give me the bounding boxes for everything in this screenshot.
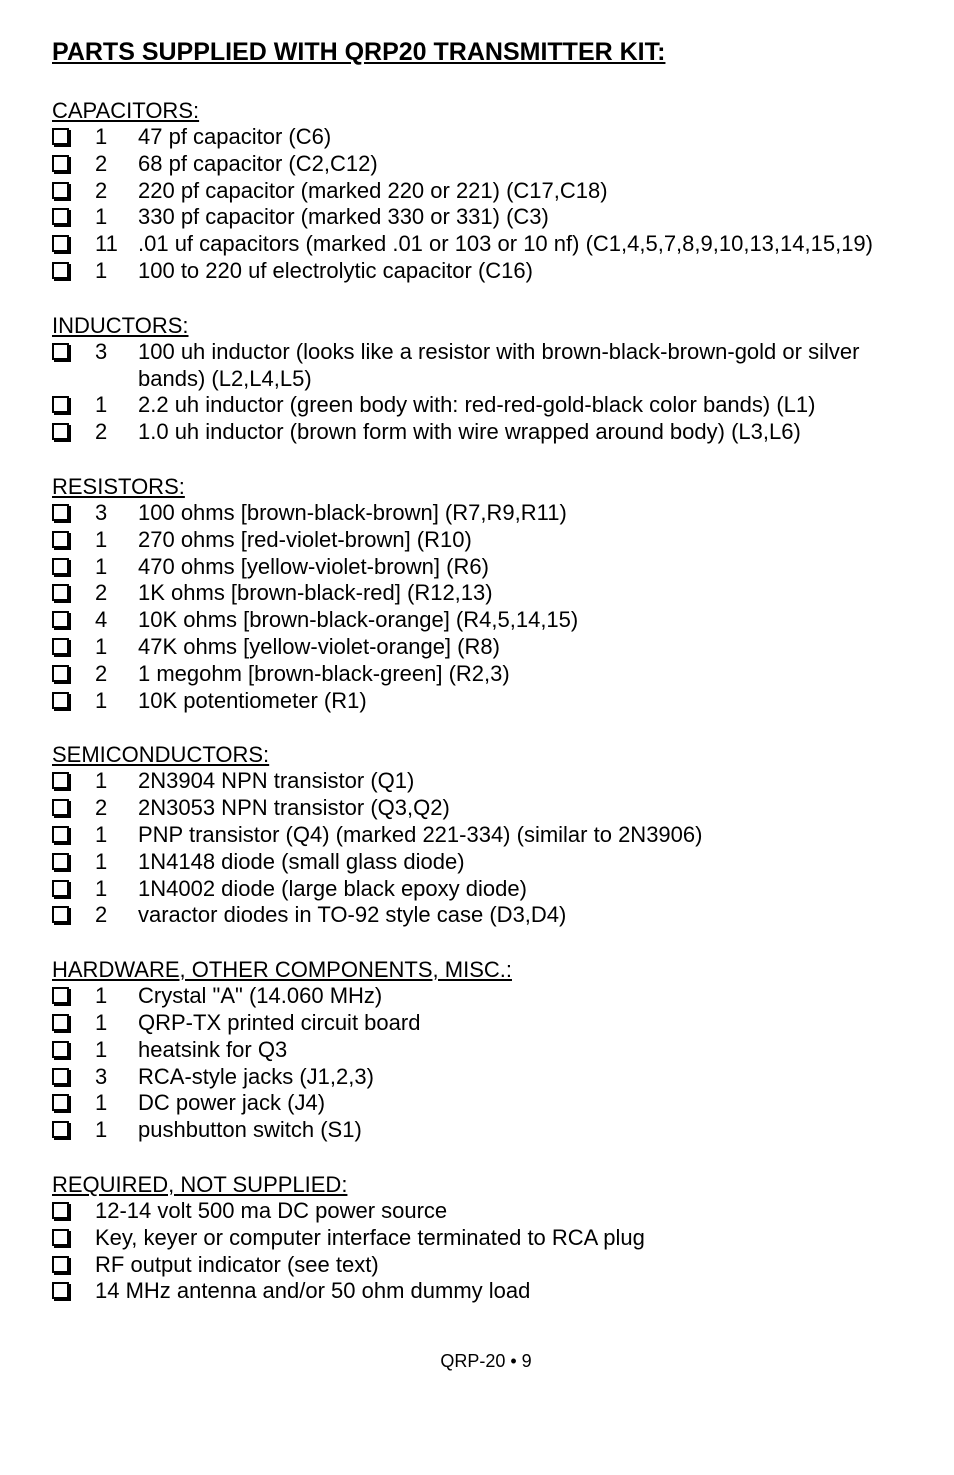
checkbox-icon[interactable] (52, 343, 69, 360)
parts-section (52, 741, 912, 929)
list-item (52, 1010, 912, 1037)
list-item (52, 1225, 912, 1252)
item-description: 270 ohms [red-violet-brown] (R10) (138, 526, 472, 552)
item-quantity: 1 (95, 848, 108, 874)
checkbox-icon[interactable] (52, 853, 69, 870)
list-item (52, 1090, 912, 1117)
checkbox-icon[interactable] (52, 1094, 69, 1111)
checkbox-icon[interactable] (52, 584, 69, 601)
sections-container (52, 97, 912, 1305)
list-item (52, 849, 912, 876)
checkbox-icon[interactable] (52, 1282, 69, 1299)
item-quantity: 1 (95, 821, 108, 847)
item-description: 1.0 uh inductor (brown form with wire wrapped around body) (L3,L6) (138, 419, 801, 445)
page-footer: QRP-20 • 9 (440, 1351, 532, 1371)
item-quantity: 1 (95, 257, 108, 283)
item-description: 100 uh inductor (looks like a resistor with brown-black-brown-gold or silver bands) (L2,L4,L5) (138, 338, 860, 391)
item-quantity: 1 (95, 553, 108, 579)
checkbox-icon[interactable] (52, 906, 69, 923)
parts-section (52, 312, 912, 446)
item-quantity: 2 (95, 660, 108, 686)
item-quantity: 2 (95, 902, 108, 928)
parts-section (52, 956, 912, 1144)
list-item (52, 634, 912, 661)
list-item (52, 902, 912, 929)
checkbox-icon[interactable] (52, 531, 69, 548)
item-quantity: 1 (95, 526, 108, 552)
item-quantity: 3 (95, 338, 108, 364)
section-heading: SEMICONDUCTORS: (52, 742, 270, 768)
checkbox-icon[interactable] (52, 423, 69, 440)
checkbox-icon[interactable] (52, 772, 69, 789)
checkbox-icon[interactable] (52, 1068, 69, 1085)
item-quantity: 1 (95, 875, 108, 901)
list-item (52, 795, 912, 822)
checkbox-icon[interactable] (52, 155, 69, 172)
list-item (52, 124, 912, 151)
parts-list-page (52, 36, 912, 1332)
item-description: 47K ohms [yellow-violet-orange] (R8) (138, 633, 500, 659)
item-description: 68 pf capacitor (C2,C12) (138, 150, 378, 176)
list-item (52, 1064, 912, 1091)
list-item (52, 768, 912, 795)
list-item (52, 419, 912, 446)
checkbox-icon[interactable] (52, 1229, 69, 1246)
item-description: RF output indicator (see text) (95, 1251, 379, 1277)
item-quantity: 1 (95, 1090, 108, 1116)
item-description: pushbutton switch (S1) (138, 1117, 362, 1143)
list-item (52, 151, 912, 178)
parts-section (52, 473, 912, 714)
item-quantity: 3 (95, 1063, 108, 1089)
checkbox-icon[interactable] (52, 504, 69, 521)
list-item (52, 339, 912, 393)
checkbox-icon[interactable] (52, 665, 69, 682)
item-description: 10K ohms [brown-black-orange] (R4,5,14,15) (138, 607, 579, 633)
item-description: 1 megohm [brown-black-green] (R2,3) (138, 660, 510, 686)
item-description: RCA-style jacks (J1,2,3) (138, 1063, 374, 1089)
checkbox-icon[interactable] (52, 208, 69, 225)
list-item (52, 1037, 912, 1064)
item-quantity: 2 (95, 419, 108, 445)
item-description: QRP-TX printed circuit board (138, 1009, 421, 1035)
item-description: 2.2 uh inductor (green body with: red-red-gold-black color bands) (L1) (138, 392, 816, 418)
checkbox-icon[interactable] (52, 1121, 69, 1138)
section-heading: RESISTORS: (52, 473, 185, 499)
item-quantity: 1 (95, 983, 108, 1009)
checkbox-icon[interactable] (52, 182, 69, 199)
item-quantity: 1 (95, 768, 108, 794)
item-quantity: 2 (95, 580, 108, 606)
item-description: 10K potentiometer (R1) (138, 687, 367, 713)
checkbox-icon[interactable] (52, 638, 69, 655)
list-item (52, 500, 912, 527)
item-quantity: 1 (95, 1117, 108, 1143)
list-item (52, 527, 912, 554)
checkbox-icon[interactable] (52, 558, 69, 575)
section-heading: REQUIRED, NOT SUPPLIED: (52, 1171, 348, 1197)
item-description: 470 ohms [yellow-violet-brown] (R6) (138, 553, 489, 579)
list-item (52, 554, 912, 581)
item-quantity: 1 (95, 124, 108, 149)
list-item (52, 1252, 912, 1279)
list-item (52, 580, 912, 607)
item-description: 1K ohms [brown-black-red] (R12,13) (138, 580, 493, 606)
page-title: PARTS SUPPLIED WITH QRP20 TRANSMITTER KIT: (52, 38, 666, 66)
item-quantity: 3 (95, 499, 108, 525)
item-description: varactor diodes in TO-92 style case (D3,D4) (138, 902, 567, 928)
list-item (52, 1198, 912, 1225)
list-item (52, 876, 912, 903)
item-quantity: 1 (95, 1009, 108, 1035)
item-description: .01 uf capacitors (marked .01 or 103 or 10 nf) (C1,4,5,7,8,9,10,13,14,15,19) (138, 231, 873, 257)
item-description: 47 pf capacitor (C6) (138, 124, 332, 149)
list-item (52, 822, 912, 849)
item-description: DC power jack (J4) (138, 1090, 326, 1116)
parts-section (52, 1171, 912, 1305)
item-description: PNP transistor (Q4) (marked 221-334) (similar to 2N3906) (138, 821, 703, 847)
section-heading: CAPACITORS: (52, 98, 200, 123)
list-item (52, 258, 912, 285)
item-quantity: 1 (95, 204, 108, 230)
item-description: 100 ohms [brown-black-brown] (R7,R9,R11) (138, 499, 567, 525)
list-item (52, 688, 912, 715)
checkbox-icon[interactable] (52, 880, 69, 897)
checkbox-icon[interactable] (52, 235, 69, 252)
list-item (52, 661, 912, 688)
item-quantity: 4 (95, 607, 108, 633)
section-heading: HARDWARE, OTHER COMPONENTS, MISC.: (52, 957, 512, 983)
item-description: 100 to 220 uf electrolytic capacitor (C16) (138, 257, 533, 283)
checkbox-icon[interactable] (52, 826, 69, 843)
list-item (52, 178, 912, 205)
checkbox-icon[interactable] (52, 611, 69, 628)
item-description: heatsink for Q3 (138, 1036, 288, 1062)
item-description: Key, keyer or computer interface terminated to RCA plug (95, 1224, 645, 1250)
item-quantity: 11 (95, 231, 118, 257)
checkbox-icon[interactable] (52, 692, 69, 709)
item-description: 14 MHz antenna and/or 50 ohm dummy load (95, 1278, 531, 1304)
item-description: 2N3053 NPN transistor (Q3,Q2) (138, 795, 450, 821)
item-quantity: 2 (95, 177, 108, 203)
checkbox-icon[interactable] (52, 128, 69, 145)
item-description: 1N4148 diode (small glass diode) (138, 848, 465, 874)
item-quantity: 2 (95, 150, 108, 176)
item-quantity: 2 (95, 795, 108, 821)
checkbox-icon[interactable] (52, 1256, 69, 1273)
item-description: 1N4002 diode (large black epoxy diode) (138, 875, 527, 901)
item-description: 2N3904 NPN transistor (Q1) (138, 768, 415, 794)
list-item (52, 392, 912, 419)
item-quantity: 1 (95, 392, 108, 418)
list-item (52, 231, 912, 258)
item-description: 220 pf capacitor (marked 220 or 221) (C17,C18) (138, 177, 608, 203)
list-item (52, 983, 912, 1010)
item-quantity: 1 (95, 633, 108, 659)
checkbox-icon[interactable] (52, 262, 69, 279)
section-heading: INDUCTORS: (52, 312, 189, 338)
item-description: Crystal "A" (14.060 MHz) (138, 983, 383, 1009)
checkbox-icon[interactable] (52, 396, 69, 413)
list-item (52, 1278, 912, 1305)
checkbox-icon[interactable] (52, 1202, 69, 1219)
item-quantity: 1 (95, 687, 108, 713)
list-item (52, 204, 912, 231)
list-item (52, 1117, 912, 1144)
checkbox-icon[interactable] (52, 987, 69, 1004)
item-quantity: 1 (95, 1036, 108, 1062)
checkbox-icon[interactable] (52, 1014, 69, 1031)
checkbox-icon[interactable] (52, 1041, 69, 1058)
parts-section (52, 97, 912, 285)
item-description: 12-14 volt 500 ma DC power source (95, 1197, 448, 1223)
list-item (52, 607, 912, 634)
checkbox-icon[interactable] (52, 799, 69, 816)
item-description: 330 pf capacitor (marked 330 or 331) (C3) (138, 204, 549, 230)
